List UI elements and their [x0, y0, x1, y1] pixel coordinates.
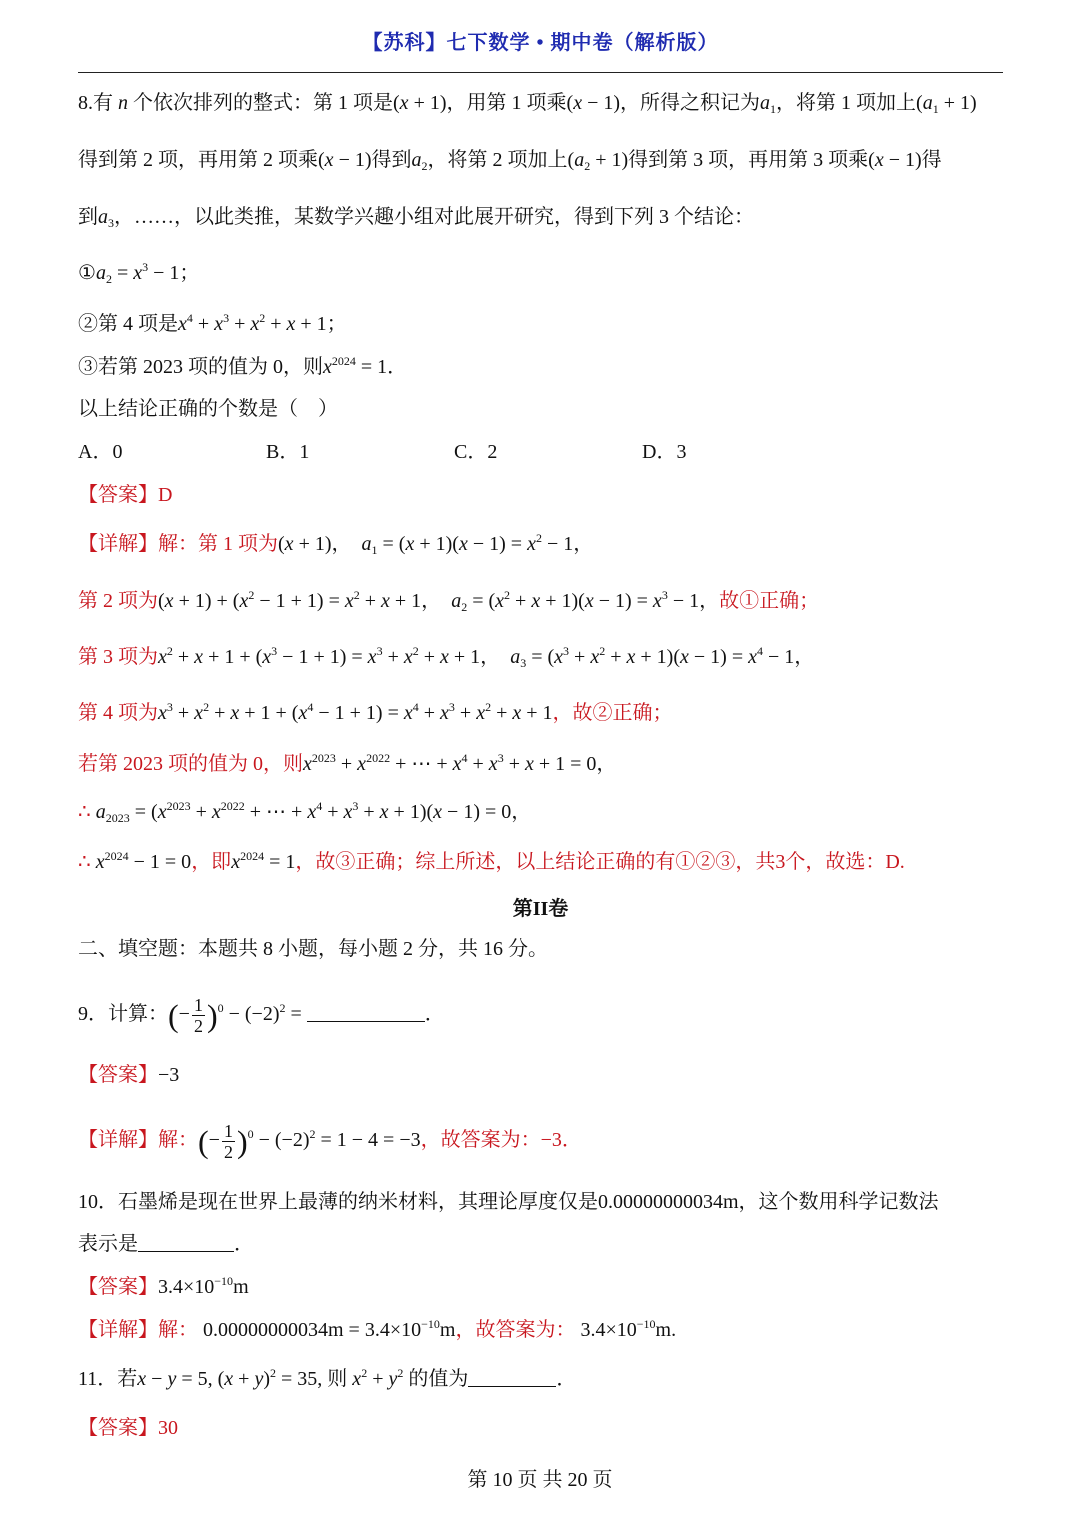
section-intro: 二、填空题：本题共 8 小题，每小题 2 分，共 16 分。	[78, 938, 548, 960]
q11-answer-blank[interactable]	[468, 1366, 556, 1387]
q9-detail: 【详解】解：(− $\frac{1}{2}$ )$^0 - (-2)^2 = 1 - 4 = -3$，故答案为：−3．	[78, 1120, 582, 1162]
q8-line-1: 8.有 n 个依次排列的整式：第 1 项是(x + 1)，用第 1 项乘(x − 1)，所得之积记为$a_1$，将第 1 项加上$(a_1 + 1)$	[78, 92, 977, 116]
q10-answer-blank[interactable]	[138, 1231, 234, 1252]
q9-answer: 【答案】−3	[78, 1064, 180, 1086]
header-divider	[78, 72, 1003, 73]
q9-answer-blank[interactable]	[307, 1001, 425, 1022]
q10-question-1: 10．石墨烯是现在世界上最薄的纳米材料，其理论厚度仅是0.00000000034m，这个数用科学记数法	[78, 1191, 939, 1213]
q9-question: 9．计算：(− $\frac{1}{2}$ )$^0 - (-2)^2$ = ．	[78, 994, 445, 1036]
q8-detail-7: ∴ $x^{2024} - 1 = 0$，即$x^{2024} = 1$，故③正确；综上所述，以上结论正确的有①②③，共3个，故选：D.	[78, 849, 905, 873]
q8-detail-5: 若第 2023 项的值为 0，则$x^{2023} + x^{2022}$ + ⋯ + $x^4 + x^3 + x + 1 = 0$，	[78, 751, 617, 775]
q11-question: 11．若x − y = 5, $(x + y)^2 = 35$, 则 $x^2 + y^2$ 的值为 ．	[78, 1366, 577, 1390]
option-b: B．1	[266, 441, 310, 463]
q8-prompt: 以上结论正确的个数是（ ）	[78, 398, 338, 420]
q8-line-3: 到$a_3$，……，以此类推，某数学兴趣小组对此展开研究，得到下列 3 个结论：	[78, 206, 754, 230]
q8-answer: 【答案】D	[78, 484, 173, 506]
q8-number: 8.	[78, 92, 93, 114]
q8-detail-1: 【详解】解：第 1 项为(x + 1)， $a_1 = (x + 1)(x - 1) = x^2 - 1$，	[78, 531, 594, 557]
option-a: A．0	[78, 441, 123, 463]
q8-line-2: 得到第 2 项，再用第 2 项乘(x − 1)得到$a_2$，将第 2 项加上$(a_2 + 1)$得到第 3 项，再用第 3 项乘(x − 1)得	[78, 149, 942, 173]
section-title: 第II卷	[512, 898, 569, 920]
q8-detail-4: 第 4 项为$x^3 + x^2 + x + 1 + (x^4 - 1 + 1) = x^4 + x^3 + x^2 + x + 1$，故②正确；	[78, 700, 673, 724]
q10-detail: 【详解】解： $0.00000000034m = 3.4\times 10^{-10}m$，故答案为： $3.4\times 10^{-10}m$.	[78, 1317, 677, 1341]
page-header-title: 【苏科】七下数学 • 期中卷（解析版）	[362, 32, 719, 54]
option-d: D．3	[642, 441, 687, 463]
page-footer: 第 10 页 共 20 页	[467, 1469, 613, 1491]
q8-conclusion-2: ②第 4 项是$x^4 + x^3 + x^2 + x + 1$；	[78, 311, 347, 335]
q10-question-2: 表示是 ．	[78, 1233, 254, 1255]
q8-conclusion-1: $①a_2 = x^3 - 1$；	[78, 260, 200, 286]
q8-options	[78, 437, 830, 467]
option-c: C．2	[454, 441, 498, 463]
q8-conclusion-3: ③若第 2023 项的值为 0，则$x^{2024} = 1$．	[78, 354, 408, 378]
q8-detail-6: ∴ $a_{2023} = (x^{2023} + x^{2022}$ + ⋯ + $x^4 + x^3 + x + 1)(x - 1) = 0$，	[78, 799, 532, 825]
q10-answer: 【答案】$3.4\times 10^{-10}m$	[78, 1274, 249, 1298]
q8-detail-2: 第 2 项为$(x + 1) + (x^2 - 1 + 1) = x^2 + x + 1$， $a_2 = (x^2 + x + 1)(x - 1) = x^3 - 1$，故①正确；	[78, 588, 820, 614]
q11-answer: 【答案】30	[78, 1417, 178, 1439]
q8-detail-3: 第 3 项为$x^2 + x + 1 + (x^3 - 1 + 1) = x^3 + x^2 + x + 1$， $a_3 = (x^3 + x^2 + x + 1)(x - 1) = x^4 - 1$，	[78, 644, 815, 670]
